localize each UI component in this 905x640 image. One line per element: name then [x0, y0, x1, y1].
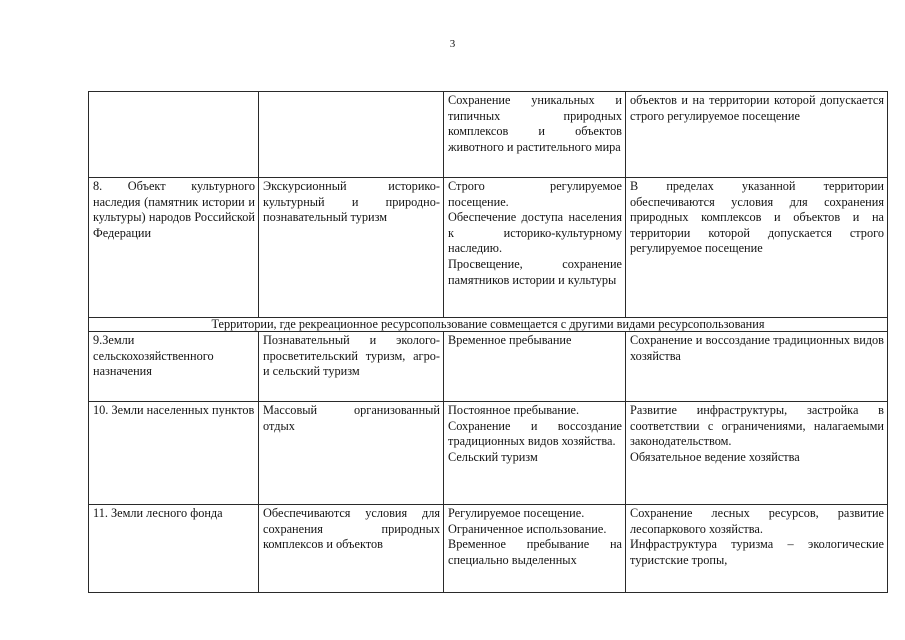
- table-row: [89, 505, 888, 593]
- section-heading: Территории, где рекреационное ресурсопользование совмещается с другими видами ресурсопользования: [89, 318, 888, 332]
- table-cell-conditions: Сохранение и воссоздание традиционных видов хозяйства: [626, 332, 888, 402]
- page-number: 3: [449, 38, 456, 50]
- table-cell-territory: 8. Объект культурного наследия (памятник истории и культуры) народов Российской Федерации: [89, 178, 259, 318]
- table-cell-tourism-type: Обеспечиваются условия для сохранения природных комплексов и объектов: [259, 505, 444, 593]
- table-cell-tourism-type: Познавательный и эколого-просветительский туризм, агро- и сельский туризм: [259, 332, 444, 402]
- table-row: [89, 402, 888, 505]
- table-cell-conditions: Сохранение лесных ресурсов, развитие лесопаркового хозяйства. Инфраструктура туризма – экологические туристские тропы,: [626, 505, 888, 593]
- table-cell-territory: [89, 92, 259, 178]
- table-row: [89, 178, 888, 318]
- table-cell-territory: 10. Земли населенных пунктов: [89, 402, 259, 505]
- table-cell-conditions: В пределах указанной территории обеспечиваются условия для сохранения природных комплексов и объектов и на территории которой допускается строго регулируемое посещение: [626, 178, 888, 318]
- table-cell-usage-mode: Регулируемое посещение. Ограниченное использование. Временное пребывание на специально выделенных: [444, 505, 626, 593]
- table-row: [89, 92, 888, 178]
- section-heading-row: [89, 318, 888, 332]
- table-cell-territory: 9.Земли сельскохозяйственного назначения: [89, 332, 259, 402]
- table-cell-conditions: Развитие инфраструктуры, застройка в соответствии с ограничениями, налагаемыми законодательством. Обязательное ведение хозяйства: [626, 402, 888, 505]
- table-cell-usage-mode: Сохранение уникальных и типичных природных комплексов и объектов животного и растительного мира: [444, 92, 626, 178]
- table-row: [89, 332, 888, 402]
- table-cell-territory: 11. Земли лесного фонда: [89, 505, 259, 593]
- table-cell-tourism-type: Массовый организованный отдых: [259, 402, 444, 505]
- table-cell-usage-mode: Временное пребывание: [444, 332, 626, 402]
- table-cell-tourism-type: [259, 92, 444, 178]
- table-cell-usage-mode: Постоянное пребывание. Сохранение и воссоздание традиционных видов хозяйства. Сельский туризм: [444, 402, 626, 505]
- table-cell-tourism-type: Экскурсионный историко-культурный и природно-познавательный туризм: [259, 178, 444, 318]
- table-cell-conditions: объектов и на территории которой допускается строго регулируемое посещение: [626, 92, 888, 178]
- recreation-table: [88, 91, 888, 593]
- table-cell-usage-mode: Строго регулируемое посещение. Обеспечение доступа населения к историко-культурному наследию. Просвещение, сохранение памятников истории и культуры: [444, 178, 626, 318]
